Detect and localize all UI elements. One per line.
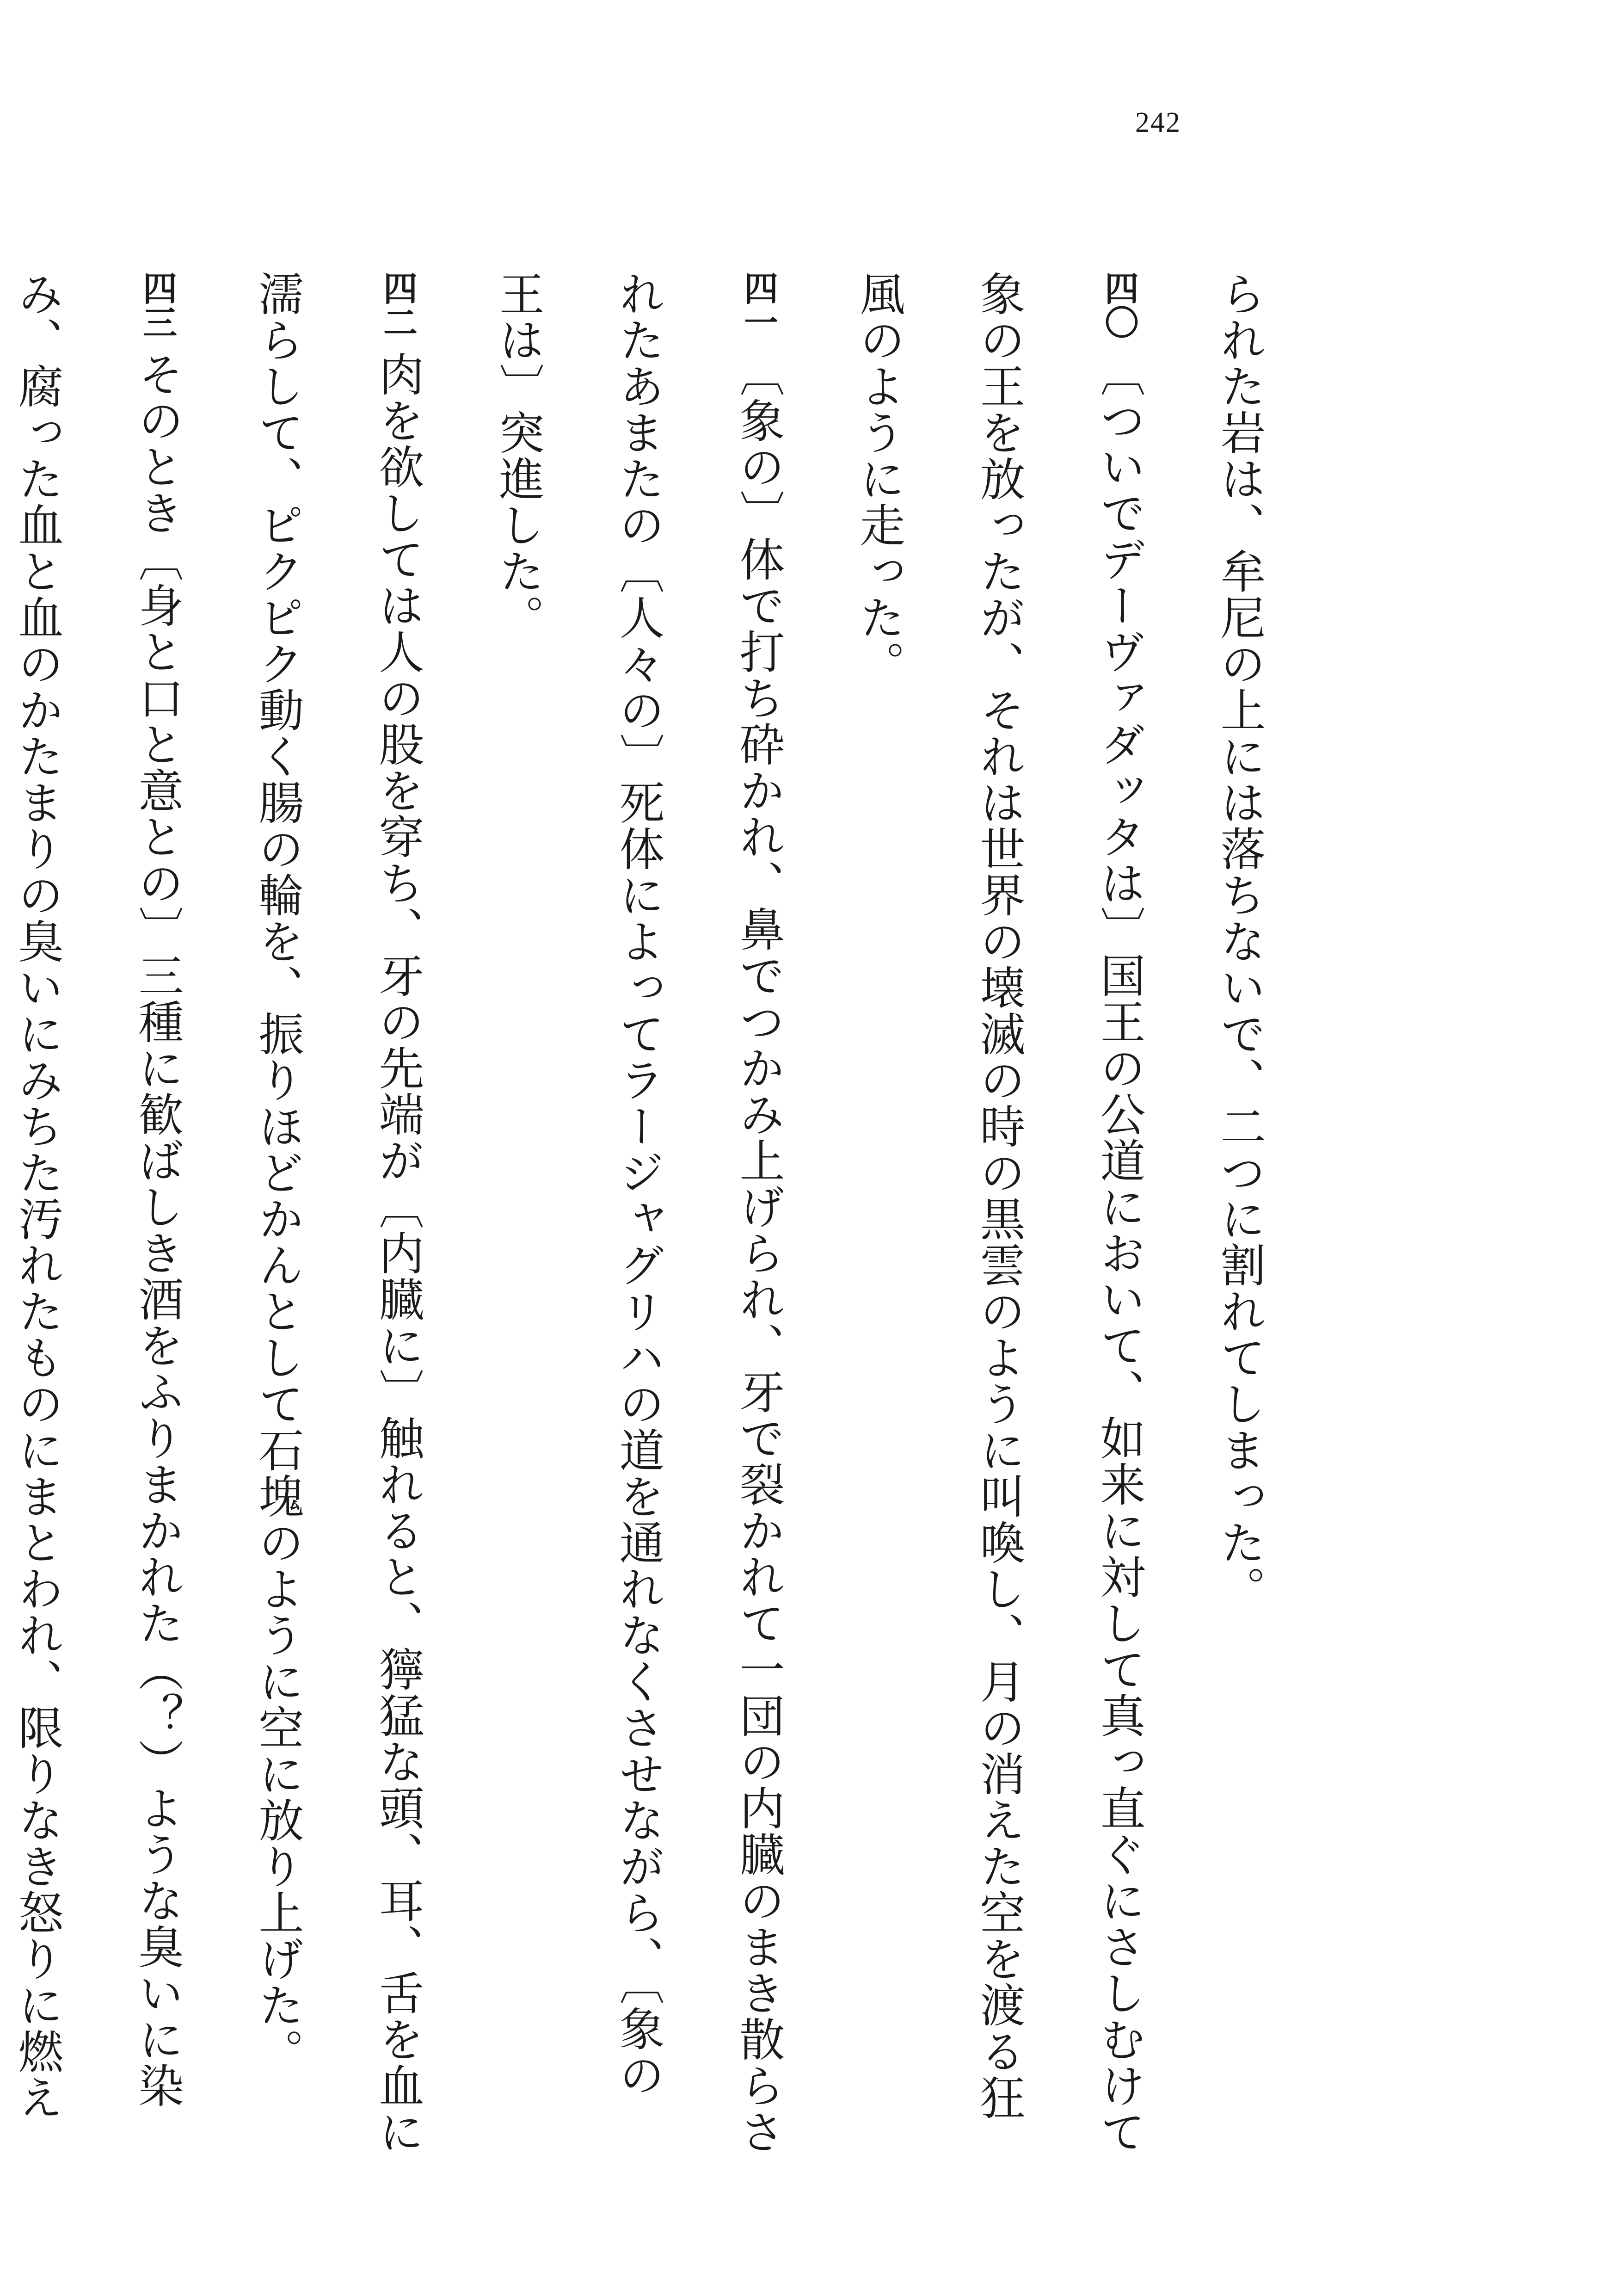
text-line <box>1059 271 1179 2155</box>
verse-number: 四三 <box>137 271 177 339</box>
line-text: 象の王を放ったが、それは世界の壊滅の時の黒雲のように叫喚し、月の消えた空を渡る狂 <box>972 271 1025 2121</box>
page-number: 242 <box>1135 107 1181 138</box>
line-text: 風のように走った。 <box>852 271 905 687</box>
line-text: み、腐った血と血のかたまりの臭いにみちた汚れたものにまとわれ、限りなき怒りに燃え <box>11 271 63 2121</box>
line-text: 肉を欲しては人の股を穿ち、牙の先端が〔内臓に〕触れると、獰猛な頭、耳、舌を血に <box>371 351 424 2155</box>
line-text: 王は〕突進した。 <box>492 271 544 641</box>
verse-number: 四一 <box>738 271 778 339</box>
line-text: れたあまたの〔人々の〕死体によってラージャグリハの道を通れなくさせながら、〔象の <box>612 271 664 2098</box>
text-line <box>1179 271 1299 2074</box>
body-text <box>0 271 1299 2155</box>
line-text: 〔象の〕体で打ち砕かれ、鼻でつかみ上げられ、牙で裂かれて一団の内臓のまき散らさ <box>732 351 785 2155</box>
text-line <box>939 271 1059 2121</box>
verse-number: 四二 <box>378 271 418 339</box>
text-line <box>97 271 217 2109</box>
text-line <box>338 271 458 2155</box>
line-text: られた岩は、牟尼の上には落ちないで、二つに割れてしまった。 <box>1213 271 1266 1612</box>
text-line <box>0 271 97 2121</box>
line-text: そのとき〔身と口と意との〕三種に歓ばしき酒をふりまかれた（？）ような臭いに染 <box>131 351 184 2109</box>
text-line <box>578 271 698 2098</box>
line-text: 濡らして、ピクピク動く腸の輪を、振りほどかんとして石塊のように空に放り上げた。 <box>251 271 304 2074</box>
line-text: 〔ついでデーヴァダッタは〕国王の公道において、如来に対して真っ直ぐにさしむけて <box>1093 351 1145 2155</box>
text-line <box>698 271 818 2155</box>
verse-number: 四〇 <box>1099 271 1139 339</box>
text-line <box>458 271 578 2074</box>
text-line <box>818 271 939 2074</box>
text-line <box>217 271 338 2074</box>
